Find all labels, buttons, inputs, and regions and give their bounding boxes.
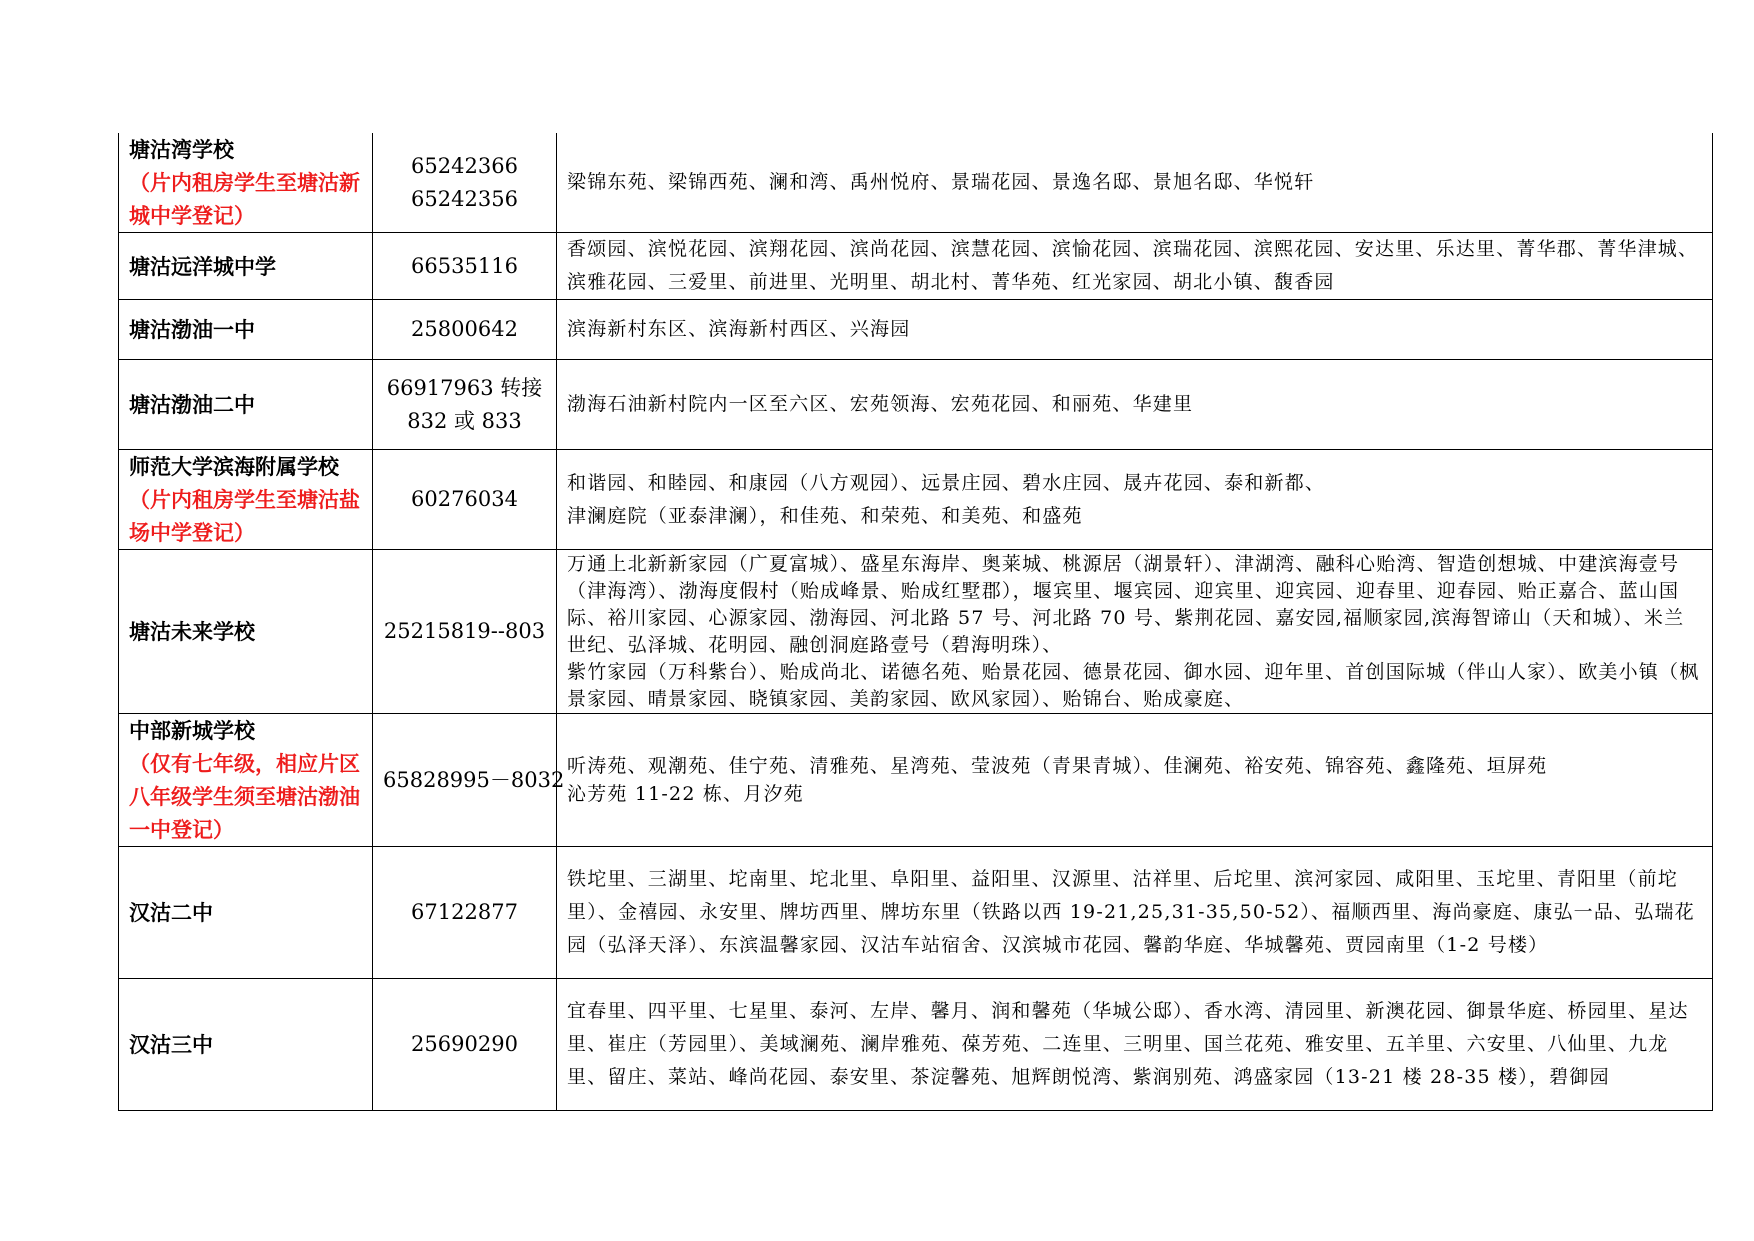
school-district-table: [118, 133, 1713, 1111]
school-name-cell: [119, 979, 373, 1111]
phone-number: 25690290: [411, 1032, 518, 1056]
school-name: 中部新城学校: [129, 718, 255, 743]
area-text: 沁芳苑 11-22 栋、月汐苑: [567, 783, 804, 805]
table-row: [119, 450, 1713, 550]
area-cell: [557, 550, 1713, 714]
area-text: 津澜庭院（亚泰津澜），和佳苑、和荣苑、和美苑、和盛苑: [567, 504, 1083, 527]
school-name-cell: [119, 450, 373, 550]
school-name-cell: [119, 714, 373, 847]
phone-number: 65828995－8032: [383, 767, 565, 792]
phone-number: 66917963 转接: [386, 375, 543, 400]
area-text: 和谐园、和睦园、和康园（八方观园）、远景庄园、碧水庄园、晟卉花园、泰和新都、: [567, 471, 1326, 494]
phone-cell: [373, 233, 557, 300]
phone-number: 60276034: [411, 487, 518, 511]
area-cell: [557, 233, 1713, 300]
phone-cell: [373, 979, 557, 1111]
phone-cell: [373, 300, 557, 360]
phone-number: 832 或 833: [407, 408, 522, 433]
phone-cell: [373, 133, 557, 233]
table-row: [119, 300, 1713, 360]
table-row: [119, 714, 1713, 847]
area-cell: [557, 450, 1713, 550]
school-name: 塘沽渤油二中: [129, 392, 255, 417]
area-cell: [557, 714, 1713, 847]
area-text: 宜春里、四平里、七星里、泰河、左岸、馨月、润和馨苑（华城公邸）、香水湾、清园里、新澳花园、御景华庭、桥园里、星达里、崔庄（芳园里）、美域澜苑、澜岸雅苑、葆芳苑、二连里、三明里、国兰花苑、雅安里、五羊里、六安里、八仙里、九龙里、留庄、菜站、峰尚花园、泰安里、茶淀馨苑、旭辉朗悦湾、紫润别苑、鸿盛家园（13-21 楼 28-35 楼），碧御园: [567, 1000, 1689, 1088]
area-text: 听涛苑、观潮苑、佳宁苑、清雅苑、星湾苑、莹波苑（青果青城）、佳澜苑、裕安苑、锦容苑、鑫隆苑、垣屏苑: [567, 755, 1548, 777]
area-cell: [557, 300, 1713, 360]
phone-number: 25215819--803: [383, 619, 546, 643]
school-name: 塘沽湾学校: [129, 137, 234, 162]
phone-number: 66535116: [411, 253, 518, 278]
table-row: [119, 233, 1713, 300]
school-name-cell: [119, 300, 373, 360]
area-text: 铁坨里、三湖里、坨南里、坨北里、阜阳里、益阳里、汉源里、沽祥里、后坨里、滨河家园、咸阳里、玉坨里、青阳里（前坨里）、金禧园、永安里、牌坊西里、牌坊东里（铁路以西 19-21,25,31-35,50-52）、福顺西里、海尚豪庭、康弘一品、弘瑞花园（弘泽天泽）、东滨温馨家园、汉沽车站宿舍、汉滨城市花园、馨韵华庭、华城馨苑、贾园南里（1-2 号楼）: [567, 868, 1695, 956]
area-text: 梁锦东苑、梁锦西苑、澜和湾、禹州悦府、景瑞花园、景逸名邸、景旭名邸、华悦轩: [567, 171, 1315, 193]
table-row: [119, 550, 1713, 714]
phone-cell: [373, 360, 557, 450]
school-name: 塘沽远洋城中学: [129, 253, 276, 279]
table-row: [119, 360, 1713, 450]
phone-number: 65242366: [411, 153, 518, 178]
table-row: [119, 847, 1713, 979]
phone-number: 67122877: [411, 900, 518, 924]
area-cell: [557, 133, 1713, 233]
phone-number: 25800642: [411, 317, 518, 341]
school-note: （片内租房学生至塘沽盐场中学登记）: [129, 487, 360, 545]
school-name-cell: [119, 133, 373, 233]
phone-cell: [373, 847, 557, 979]
school-name: 师范大学滨海附属学校: [129, 454, 339, 479]
school-note: （仅有七年级，相应片区八年级学生须至塘沽渤油一中登记）: [129, 751, 360, 842]
area-text: 滨海新村东区、滨海新村西区、兴海园: [567, 318, 911, 340]
phone-cell: [373, 714, 565, 847]
school-name: 汉沽三中: [129, 1032, 213, 1057]
table-row: [119, 133, 1713, 233]
table-row: [119, 979, 1713, 1111]
area-text: 香颂园、滨悦花园、滨翔花园、滨尚花园、滨慧花园、滨愉花园、滨瑞花园、滨熙花园、安达里、乐达里、菁华郡、菁华津城、滨雅花园、三爱里、前进里、光明里、胡北村、菁华苑、红光家园、胡北小镇、馥香园: [567, 238, 1699, 293]
area-cell: [557, 360, 1713, 450]
phone-number: 65242356: [411, 186, 518, 211]
school-name: 汉沽二中: [129, 900, 213, 925]
school-name-cell: [119, 233, 373, 300]
area-text: 渤海石油新村院内一区至六区、宏苑领海、宏苑花园、和丽苑、华建里: [567, 393, 1194, 415]
area-text: 紫竹家园（万科紫台）、贻成尚北、诺德名苑、贻景花园、德景花园、御水园、迎年里、首创国际城（伴山人家）、欧美小镇（枫景家园、晴景家园、晓镇家园、美韵家园、欧风家园）、贻锦台、贻成豪庭、: [567, 660, 1700, 710]
school-name-cell: [119, 550, 373, 714]
school-note: （片内租房学生至塘沽新城中学登记）: [129, 170, 360, 228]
school-name: 塘沽未来学校: [129, 619, 255, 644]
area-text: 万通上北新新家园（广夏富城）、盛星东海岸、奥莱城、桃源居（湖景轩）、津湖湾、融科心贻湾、智造创想城、中建滨海壹号（津海湾）、渤海度假村（贻成峰景、贻成红墅郡），堰宾里、堰宾园、迎宾里、迎宾园、迎春里、迎春园、贻正嘉合、蓝山国际、裕川家园、心源家园、渤海园、河北路 57 号、河北路 70 号、紫荆花园、嘉安园,福顺家园,滨海智谛山（天和城）、米兰世纪、弘泽城、花明园、融创洞庭路壹号（碧海明珠）、: [567, 552, 1685, 656]
school-name-cell: [119, 360, 373, 450]
phone-cell: [373, 450, 557, 550]
area-cell: [557, 979, 1713, 1111]
school-name-cell: [119, 847, 373, 979]
phone-cell: [373, 550, 557, 714]
area-cell: [557, 847, 1713, 979]
school-name: 塘沽渤油一中: [129, 317, 255, 342]
